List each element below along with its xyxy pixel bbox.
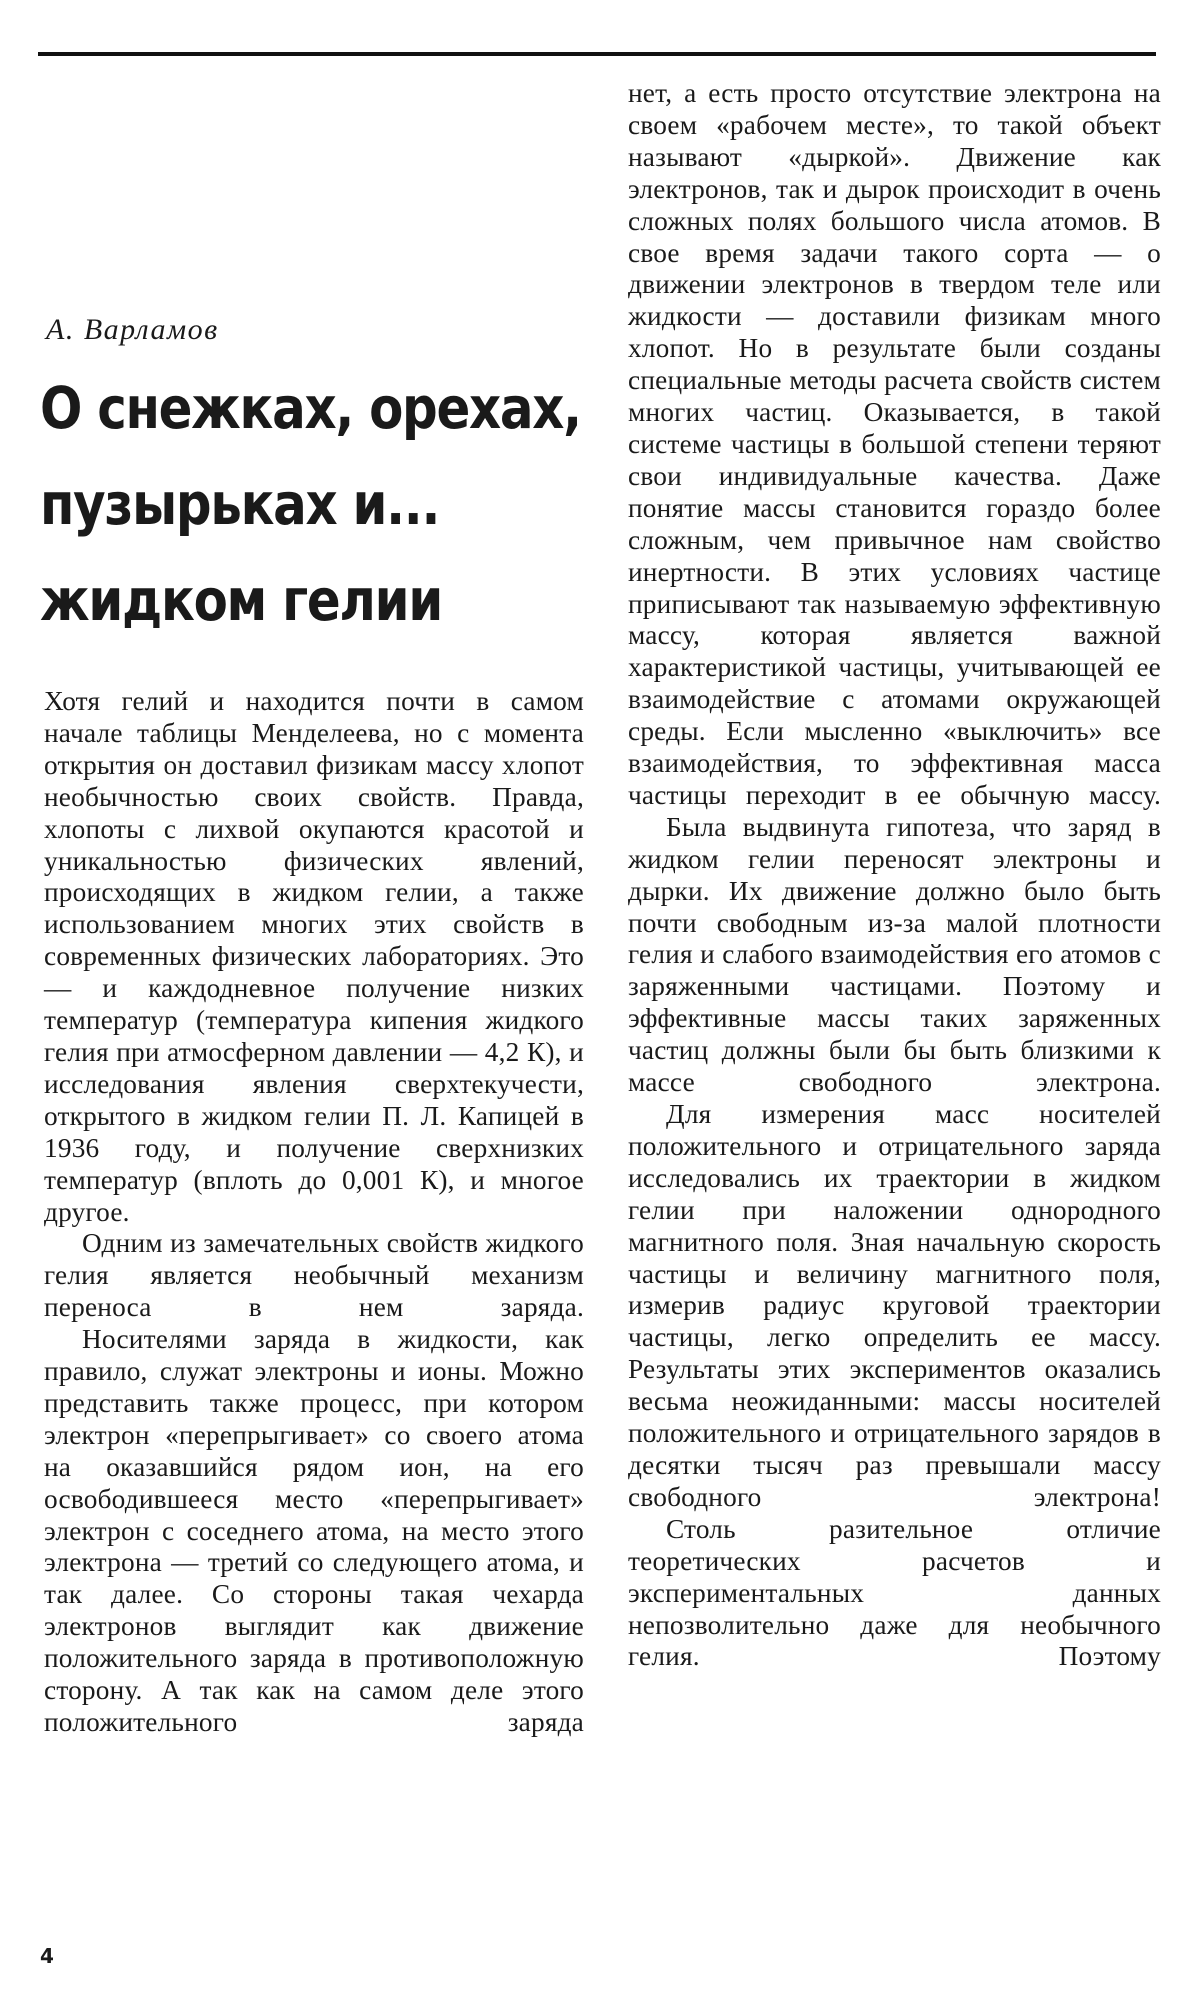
title-line: жидком гелии [40,566,442,634]
left-column [44,686,584,1739]
author-name: А. Варламов [46,313,219,346]
paragraph: Одним из замечательных свойств жидкого гелия является необычный механизм переноса в нем заряда. [44,1228,584,1323]
paragraph: Для измерения масс носителей положительного и отрицательного заряда исследовались их траектории в жидком гелии при наложении однородного магнитного поля. Зная начальную скорость частицы и величину магнитного поля, измерив радиус круговой траектории частицы, легко определить ее массу. Результаты этих экспериментов оказались весьма неожиданными: массы носителей положительного и отрицательного зарядов в десятки тысяч раз превышали массу свободного электрона! [628,1099,1161,1512]
title-line: пузырьках и... [40,470,440,538]
page-number: 4 [40,1944,54,1968]
article-title [40,360,581,648]
paragraph: Хотя гелий и находится почти в самом начале таблицы Менделеева, но с момента открытия он доставил физикам массу хлопот необычностью своих свойств. Правда, хлопоты с лихвой окупаются красотой и уникальностью физических явлений, происходящих в жидком гелии, а также использованием многих этих свойств в современных физических лабораториях. Это — и каждодневное получение низких температур (температура кипения жидкого гелия при атмосферном давлении — 4,2 К), и исследования явления сверхтекучести, открытого в жидком гелии П. Л. Капицей в 1936 году, и получение сверхнизких температур (вплоть до 0,001 К), и многое другое. [44,686,584,1227]
paragraph: Была выдвинута гипотеза, что заряд в жидком гелии переносят электроны и дырки. Их движение должно было быть почти свободным из-за малой плотности гелия и слабого взаимодействия его атомов с заряженными частицами. Поэтому и эффективные массы таких заряженных частиц должны были бы быть близкими к массе свободного электрона. [628,811,1161,1098]
top-rule [38,52,1156,56]
title-line: О снежках, орехах, [40,374,581,442]
right-column [628,78,1161,1673]
paragraph: Столь разительное отличие теоретических расчетов и экспериментальных данных непозволительно даже для необычного гелия. Поэтому [628,1513,1161,1672]
paragraph: Носителями заряда в жидкости, как правило, служат электроны и ионы. Можно представить также процесс, при котором электрон «перепрыгивает» со своего атома на оказавшийся рядом ион, на его освободившееся место «перепрыгивает» электрон с соседнего атома, на место этого электрона — третий со следующего атома, и так далее. Со стороны такая чехарда электронов выглядит как движение положительного заряда в противоположную сторону. А так как на самом деле этого положительного заряда [44,1324,584,1737]
paragraph: нет, а есть просто отсутствие электрона на своем «рабочем месте», то такой объект называют «дыркой». Движение как электронов, так и дырок происходит в очень сложных полях большого числа атомов. В свое время задачи такого сорта — о движении электронов в твердом теле или жидкости — доставили физикам много хлопот. Но в результате были созданы специальные методы расчета свойств систем многих частиц. Оказывается, в такой системе частицы в большой степени теряют свои индивидуальные качества. Даже понятие массы становится гораздо более сложным, чем привычное нам свойство инертности. В этих условиях частице приписывают так называемую эффективную массу, которая является важной характеристикой частицы, учитывающей ее взаимодействие с атомами окружающей среды. Если мысленно «выключить» все взаимодействия, то эффективная масса частицы переходит в ее обычную массу. [628,78,1161,810]
